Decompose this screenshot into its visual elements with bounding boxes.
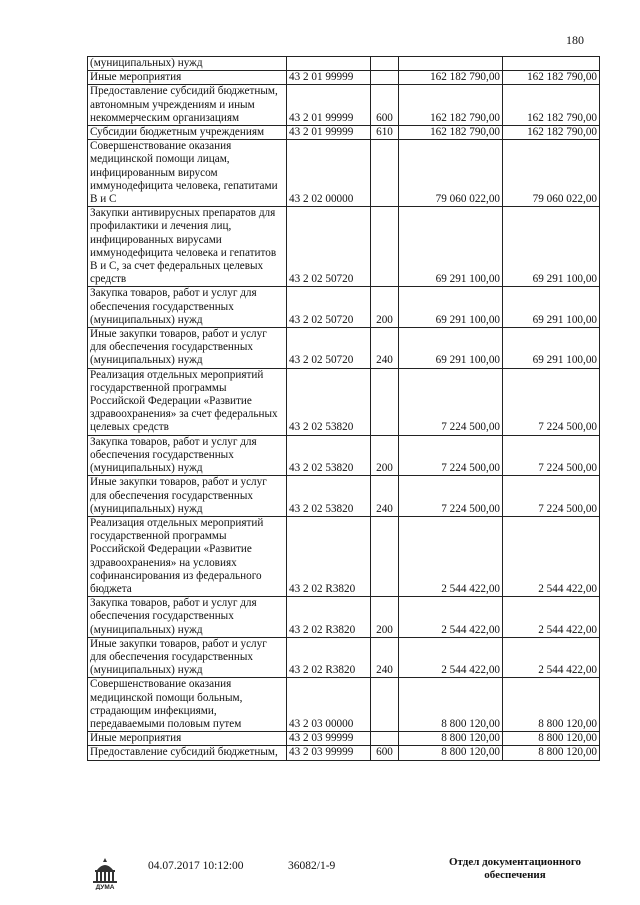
cell-sum2: 2 544 422,00	[503, 637, 600, 678]
page-number: 180	[566, 33, 584, 47]
cell-code: 43 2 03 99999	[287, 746, 371, 760]
cell-kind	[371, 732, 399, 746]
table-row	[88, 637, 600, 678]
cell-sum1: 162 182 790,00	[399, 126, 503, 140]
cell-sum1: 162 182 790,00	[399, 85, 503, 126]
duma-logo-icon	[88, 856, 122, 890]
cell-sum1	[399, 57, 503, 71]
cell-name: Иные мероприятия	[88, 71, 287, 85]
cell-kind	[371, 207, 399, 287]
table-row	[88, 57, 600, 71]
cell-code: 43 2 02 53820	[287, 435, 371, 476]
cell-code: 43 2 01 99999	[287, 85, 371, 126]
table-row	[88, 435, 600, 476]
cell-name: Закупка товаров, работ и услуг для обеспечения государственных (муниципальных) нужд	[88, 435, 287, 476]
cell-kind: 240	[371, 328, 399, 369]
cell-kind	[371, 516, 399, 596]
cell-sum1: 69 291 100,00	[399, 207, 503, 287]
cell-name: Закупка товаров, работ и услуг для обеспечения государственных (муниципальных) нужд	[88, 287, 287, 328]
cell-code: 43 2 02 R3820	[287, 637, 371, 678]
cell-code	[287, 57, 371, 71]
cell-kind	[371, 140, 399, 207]
cell-sum2: 2 544 422,00	[503, 516, 600, 596]
cell-sum2: 69 291 100,00	[503, 207, 600, 287]
table-row	[88, 732, 600, 746]
table-row	[88, 597, 600, 638]
table-row	[88, 516, 600, 596]
cell-code: 43 2 02 50720	[287, 207, 371, 287]
table-row	[88, 126, 600, 140]
cell-kind: 240	[371, 476, 399, 517]
cell-sum2: 162 182 790,00	[503, 71, 600, 85]
cell-sum1: 7 224 500,00	[399, 435, 503, 476]
cell-code: 43 2 02 53820	[287, 476, 371, 517]
cell-sum1: 2 544 422,00	[399, 637, 503, 678]
cell-name: Иные мероприятия	[88, 732, 287, 746]
table-row	[88, 368, 600, 435]
budget-table	[87, 56, 600, 761]
cell-sum1: 7 224 500,00	[399, 368, 503, 435]
cell-name: Реализация отдельных мероприятий государственной программы Российской Федерации «Развитие здравоохранения» на условиях софинансирования из федерального бюджета	[88, 516, 287, 596]
cell-name: Совершенствование оказания медицинской помощи лицам, инфицированным вирусом иммунодефицита человека, гепатитами В и С	[88, 140, 287, 207]
cell-kind	[371, 71, 399, 85]
cell-name: Иные закупки товаров, работ и услуг для обеспечения государственных (муниципальных) нужд	[88, 476, 287, 517]
cell-code: 43 2 01 99999	[287, 71, 371, 85]
cell-kind	[371, 57, 399, 71]
cell-kind: 600	[371, 85, 399, 126]
cell-kind: 200	[371, 287, 399, 328]
table-row	[88, 476, 600, 517]
cell-sum2: 8 800 120,00	[503, 746, 600, 760]
cell-sum1: 69 291 100,00	[399, 287, 503, 328]
cell-code: 43 2 03 00000	[287, 678, 371, 732]
cell-kind: 610	[371, 126, 399, 140]
cell-sum1: 8 800 120,00	[399, 732, 503, 746]
table-row	[88, 71, 600, 85]
cell-sum2: 7 224 500,00	[503, 476, 600, 517]
cell-code: 43 2 02 53820	[287, 368, 371, 435]
cell-code: 43 2 01 99999	[287, 126, 371, 140]
cell-sum1: 8 800 120,00	[399, 746, 503, 760]
cell-code: 43 2 02 00000	[287, 140, 371, 207]
cell-code: 43 2 02 R3820	[287, 516, 371, 596]
footer-department	[430, 856, 600, 882]
cell-sum2: 2 544 422,00	[503, 597, 600, 638]
cell-sum2: 8 800 120,00	[503, 732, 600, 746]
cell-name: Субсидии бюджетным учреждениям	[88, 126, 287, 140]
cell-sum2: 162 182 790,00	[503, 85, 600, 126]
table-row	[88, 287, 600, 328]
cell-code: 43 2 02 R3820	[287, 597, 371, 638]
cell-sum1: 162 182 790,00	[399, 71, 503, 85]
footer-dept-line2: обеспечения	[484, 869, 546, 881]
table-row	[88, 678, 600, 732]
cell-sum1: 8 800 120,00	[399, 678, 503, 732]
cell-sum2: 69 291 100,00	[503, 328, 600, 369]
cell-name: Предоставление субсидий бюджетным,	[88, 746, 287, 760]
cell-name: Реализация отдельных мероприятий государственной программы Российской Федерации «Развитие здравоохранения» за счет федеральных целевых средств	[88, 368, 287, 435]
table-row	[88, 746, 600, 760]
cell-kind	[371, 368, 399, 435]
cell-name: Предоставление субсидий бюджетным, автономным учреждениям и иным некоммерческим организациям	[88, 85, 287, 126]
cell-sum1: 2 544 422,00	[399, 597, 503, 638]
footer	[0, 852, 640, 902]
table-row	[88, 140, 600, 207]
table-row	[88, 207, 600, 287]
cell-sum2: 69 291 100,00	[503, 287, 600, 328]
logo-text: ДУМА	[95, 884, 115, 890]
cell-sum2: 7 224 500,00	[503, 368, 600, 435]
cell-kind: 600	[371, 746, 399, 760]
cell-code: 43 2 02 50720	[287, 328, 371, 369]
cell-name: Закупка товаров, работ и услуг для обеспечения государственных (муниципальных) нужд	[88, 597, 287, 638]
cell-sum2	[503, 57, 600, 71]
cell-sum2: 7 224 500,00	[503, 435, 600, 476]
cell-sum1: 7 224 500,00	[399, 476, 503, 517]
cell-sum1: 2 544 422,00	[399, 516, 503, 596]
cell-sum2: 8 800 120,00	[503, 678, 600, 732]
cell-name: (муниципальных) нужд	[88, 57, 287, 71]
cell-name: Совершенствование оказания медицинской помощи больным, страдающим инфекциями, передаваемыми половым путем	[88, 678, 287, 732]
cell-sum1: 79 060 022,00	[399, 140, 503, 207]
footer-doc-number: 36082/1-9	[288, 860, 336, 872]
cell-kind: 200	[371, 435, 399, 476]
cell-sum2: 79 060 022,00	[503, 140, 600, 207]
footer-date: 04.07.2017 10:12:00	[148, 860, 244, 872]
cell-name: Иные закупки товаров, работ и услуг для обеспечения государственных (муниципальных) нужд	[88, 328, 287, 369]
cell-kind: 240	[371, 637, 399, 678]
cell-name: Иные закупки товаров, работ и услуг для обеспечения государственных (муниципальных) нужд	[88, 637, 287, 678]
table-row	[88, 328, 600, 369]
cell-code: 43 2 02 50720	[287, 287, 371, 328]
cell-kind: 200	[371, 597, 399, 638]
footer-dept-line1: Отдел документационного	[448, 856, 582, 868]
cell-name: Закупки антивирусных препаратов для профилактики и лечения лиц, инфицированных вирусами иммунодефицита человека и гепатитов В и С, за счет федеральных целевых средств	[88, 207, 287, 287]
cell-sum2: 162 182 790,00	[503, 126, 600, 140]
table-row	[88, 85, 600, 126]
cell-sum1: 69 291 100,00	[399, 328, 503, 369]
cell-kind	[371, 678, 399, 732]
cell-code: 43 2 03 99999	[287, 732, 371, 746]
